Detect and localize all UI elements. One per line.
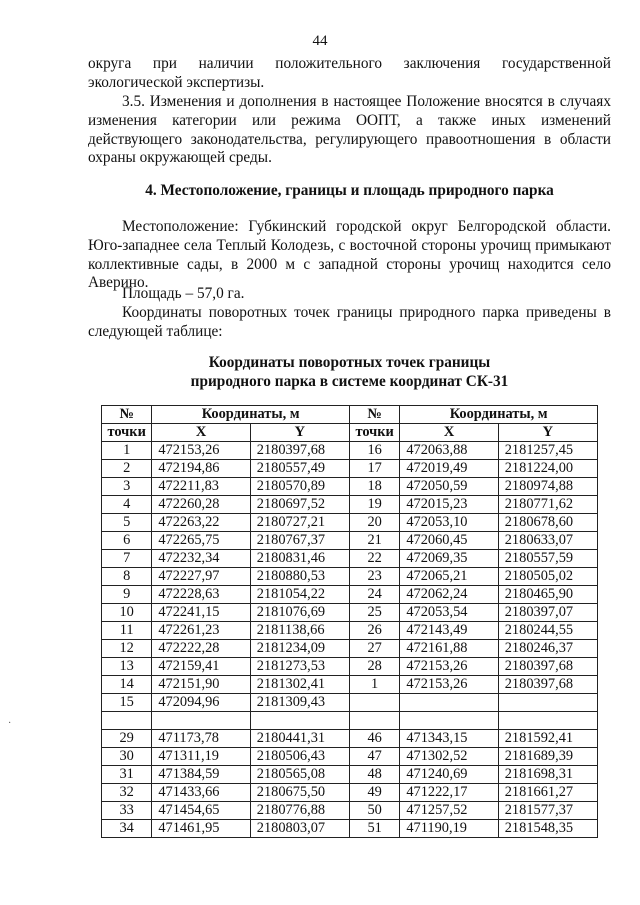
point-number-cell: 7: [102, 550, 152, 568]
point-number-cell: 27: [349, 640, 399, 658]
x-value-cell: 471311,19: [152, 748, 250, 766]
header-num-left: №: [102, 406, 152, 424]
y-value-cell: 2180397,68: [250, 442, 349, 460]
x-value-cell: 471257,52: [400, 802, 498, 820]
paragraph-location: Местоположение: Губкинский городской округ Белгородской области. Юго-западнее села Теплый Колодезь, с восточной стороны урочищ примыкают коллективные сады, в 2000 м с западной стороны урочищ находится село Аверино.: [88, 218, 611, 292]
y-value-cell: 2181309,43: [250, 694, 349, 712]
x-value-cell: 471302,52: [400, 748, 498, 766]
y-value-cell: 2180771,62: [498, 496, 597, 514]
y-value-cell: 2181138,66: [250, 622, 349, 640]
point-number-cell: 16: [349, 442, 399, 460]
point-number-cell: 48: [349, 766, 399, 784]
header-coords-right: Координаты, м: [400, 406, 598, 424]
y-value-cell: 2180244,55: [498, 622, 597, 640]
y-value-cell: [498, 712, 597, 730]
table-row: [102, 442, 598, 460]
point-number-cell: 2: [102, 460, 152, 478]
x-value-cell: 472263,22: [152, 514, 250, 532]
x-value-cell: 472143,49: [400, 622, 498, 640]
y-value-cell: 2180633,07: [498, 532, 597, 550]
table-row: [102, 748, 598, 766]
header-y-left: Y: [250, 424, 349, 442]
y-value-cell: 2181302,41: [250, 676, 349, 694]
y-value-cell: [250, 712, 349, 730]
table-title-line-2: природного парка в системе координат СК-31: [190, 373, 509, 390]
x-value-cell: 472241,15: [152, 604, 250, 622]
point-number-cell: 8: [102, 568, 152, 586]
point-number-cell: 17: [349, 460, 399, 478]
table-row: [102, 766, 598, 784]
point-number-cell: 23: [349, 568, 399, 586]
y-value-cell: 2181273,53: [250, 658, 349, 676]
point-number-cell: 34: [102, 820, 152, 838]
y-value-cell: 2180727,21: [250, 514, 349, 532]
x-value-cell: 472019,49: [400, 460, 498, 478]
table-row: [102, 532, 598, 550]
y-value-cell: 2180506,43: [250, 748, 349, 766]
y-value-cell: 2180880,53: [250, 568, 349, 586]
x-value-cell: 472063,88: [400, 442, 498, 460]
point-number-cell: 10: [102, 604, 152, 622]
table-row: [102, 676, 598, 694]
header-y-right: Y: [498, 424, 597, 442]
table-row: [102, 694, 598, 712]
y-value-cell: 2181689,39: [498, 748, 597, 766]
y-value-cell: 2181234,09: [250, 640, 349, 658]
y-value-cell: 2181076,69: [250, 604, 349, 622]
coordinates-table: [101, 405, 598, 838]
point-number-cell: 51: [349, 820, 399, 838]
point-number-cell: 4: [102, 496, 152, 514]
x-value-cell: [400, 712, 498, 730]
x-value-cell: 471343,15: [400, 730, 498, 748]
page-number: 44: [312, 33, 328, 49]
y-value-cell: 2180678,60: [498, 514, 597, 532]
x-value-cell: 471454,65: [152, 802, 250, 820]
y-value-cell: 2180697,52: [250, 496, 349, 514]
header-coords-left: Координаты, м: [152, 406, 350, 424]
margin-mark: ·: [8, 718, 12, 729]
x-value-cell: 472232,34: [152, 550, 250, 568]
point-number-cell: 11: [102, 622, 152, 640]
table-title: [88, 353, 611, 391]
header-point-left: точки: [102, 424, 152, 442]
point-number-cell: 1: [102, 442, 152, 460]
x-value-cell: 472159,41: [152, 658, 250, 676]
table-row: [102, 478, 598, 496]
paragraph-area: Площадь – 57,0 га.: [122, 285, 245, 302]
y-value-cell: 2180441,31: [250, 730, 349, 748]
x-value-cell: 472050,59: [400, 478, 498, 496]
table-row: [102, 820, 598, 838]
point-number-cell: 12: [102, 640, 152, 658]
x-value-cell: 472161,88: [400, 640, 498, 658]
y-value-cell: 2181224,00: [498, 460, 597, 478]
x-value-cell: [152, 712, 250, 730]
y-value-cell: 2180505,02: [498, 568, 597, 586]
x-value-cell: 471222,17: [400, 784, 498, 802]
paragraph-coordinates-intro: Координаты поворотных точек границы природного парка приведены в следующей таблице:: [88, 304, 611, 340]
table-title-line-1: Координаты поворотных точек границы: [208, 354, 491, 371]
point-number-cell: 15: [102, 694, 152, 712]
point-number-cell: 24: [349, 586, 399, 604]
x-value-cell: 472194,86: [152, 460, 250, 478]
table-row: [102, 460, 598, 478]
x-value-cell: 472227,97: [152, 568, 250, 586]
x-value-cell: 472222,28: [152, 640, 250, 658]
y-value-cell: 2180397,68: [498, 658, 597, 676]
y-value-cell: 2181054,22: [250, 586, 349, 604]
y-value-cell: 2181592,41: [498, 730, 597, 748]
x-value-cell: 472228,63: [152, 586, 250, 604]
point-number-cell: 31: [102, 766, 152, 784]
y-value-cell: 2180557,49: [250, 460, 349, 478]
header-num-right: №: [349, 406, 399, 424]
y-value-cell: 2180465,90: [498, 586, 597, 604]
point-number-cell: 3: [102, 478, 152, 496]
y-value-cell: [498, 694, 597, 712]
point-number-cell: 6: [102, 532, 152, 550]
x-value-cell: 472065,21: [400, 568, 498, 586]
point-number-cell: 50: [349, 802, 399, 820]
y-value-cell: 2180397,07: [498, 604, 597, 622]
x-value-cell: 471173,78: [152, 730, 250, 748]
x-value-cell: 472062,24: [400, 586, 498, 604]
point-number-cell: 5: [102, 514, 152, 532]
header-x-right: X: [400, 424, 498, 442]
point-number-cell: 22: [349, 550, 399, 568]
x-value-cell: [400, 694, 498, 712]
x-value-cell: 472260,28: [152, 496, 250, 514]
coordinates-table-body: [102, 442, 598, 838]
x-value-cell: 471461,95: [152, 820, 250, 838]
point-number-cell: 13: [102, 658, 152, 676]
point-number-cell: [349, 712, 399, 730]
x-value-cell: 472094,96: [152, 694, 250, 712]
table-row: [102, 658, 598, 676]
x-value-cell: 472015,23: [400, 496, 498, 514]
paragraph-3-5: 3.5. Изменения и дополнения в настоящее Положение вносятся в случаях изменения категории или режима ООПТ, а также иных изменений действующего законодательства, регулирующего правоотношения в области охраны окружающей среды.: [88, 93, 611, 167]
point-number-cell: 32: [102, 784, 152, 802]
point-number-cell: 26: [349, 622, 399, 640]
point-number-cell: [349, 694, 399, 712]
table-row: [102, 640, 598, 658]
point-number-cell: 28: [349, 658, 399, 676]
y-value-cell: 2180397,68: [498, 676, 597, 694]
y-value-cell: 2180767,37: [250, 532, 349, 550]
y-value-cell: 2181548,35: [498, 820, 597, 838]
point-number-cell: 49: [349, 784, 399, 802]
point-number-cell: 9: [102, 586, 152, 604]
x-value-cell: 472261,23: [152, 622, 250, 640]
y-value-cell: 2181577,37: [498, 802, 597, 820]
y-value-cell: 2180831,46: [250, 550, 349, 568]
table-row: [102, 514, 598, 532]
y-value-cell: 2180565,08: [250, 766, 349, 784]
paragraph-continuation: округа при наличии положительного заключения государственной экологической экспертизы.: [88, 55, 611, 91]
table-row: [102, 784, 598, 802]
table-row: [102, 622, 598, 640]
y-value-cell: 2180675,50: [250, 784, 349, 802]
point-number-cell: 29: [102, 730, 152, 748]
x-value-cell: 471433,66: [152, 784, 250, 802]
y-value-cell: 2180246,37: [498, 640, 597, 658]
y-value-cell: 2180803,07: [250, 820, 349, 838]
y-value-cell: 2181257,45: [498, 442, 597, 460]
x-value-cell: 472153,26: [400, 676, 498, 694]
table-row: [102, 604, 598, 622]
x-value-cell: 472211,83: [152, 478, 250, 496]
table-row: [102, 568, 598, 586]
point-number-cell: 21: [349, 532, 399, 550]
y-value-cell: 2180570,89: [250, 478, 349, 496]
point-number-cell: 1: [349, 676, 399, 694]
table-row: [102, 802, 598, 820]
section-heading: 4. Местоположение, границы и площадь природного парка: [145, 182, 554, 199]
x-value-cell: 471190,19: [400, 820, 498, 838]
point-number-cell: 18: [349, 478, 399, 496]
x-value-cell: 472153,26: [152, 442, 250, 460]
table-row: [102, 496, 598, 514]
point-number-cell: 46: [349, 730, 399, 748]
point-number-cell: 33: [102, 802, 152, 820]
x-value-cell: 472069,35: [400, 550, 498, 568]
x-value-cell: 472053,10: [400, 514, 498, 532]
table-row: [102, 550, 598, 568]
y-value-cell: 2180557,59: [498, 550, 597, 568]
x-value-cell: 471384,59: [152, 766, 250, 784]
point-number-cell: 20: [349, 514, 399, 532]
header-x-left: X: [152, 424, 250, 442]
x-value-cell: 472060,45: [400, 532, 498, 550]
table-row: [102, 586, 598, 604]
y-value-cell: 2180776,88: [250, 802, 349, 820]
x-value-cell: 472151,90: [152, 676, 250, 694]
x-value-cell: 472053,54: [400, 604, 498, 622]
x-value-cell: 471240,69: [400, 766, 498, 784]
table-row: [102, 730, 598, 748]
point-number-cell: 25: [349, 604, 399, 622]
y-value-cell: 2181661,27: [498, 784, 597, 802]
table-row: [102, 712, 598, 730]
point-number-cell: 30: [102, 748, 152, 766]
y-value-cell: 2181698,31: [498, 766, 597, 784]
point-number-cell: 14: [102, 676, 152, 694]
header-point-right: точки: [349, 424, 399, 442]
x-value-cell: 472153,26: [400, 658, 498, 676]
point-number-cell: 19: [349, 496, 399, 514]
y-value-cell: 2180974,88: [498, 478, 597, 496]
point-number-cell: [102, 712, 152, 730]
x-value-cell: 472265,75: [152, 532, 250, 550]
point-number-cell: 47: [349, 748, 399, 766]
